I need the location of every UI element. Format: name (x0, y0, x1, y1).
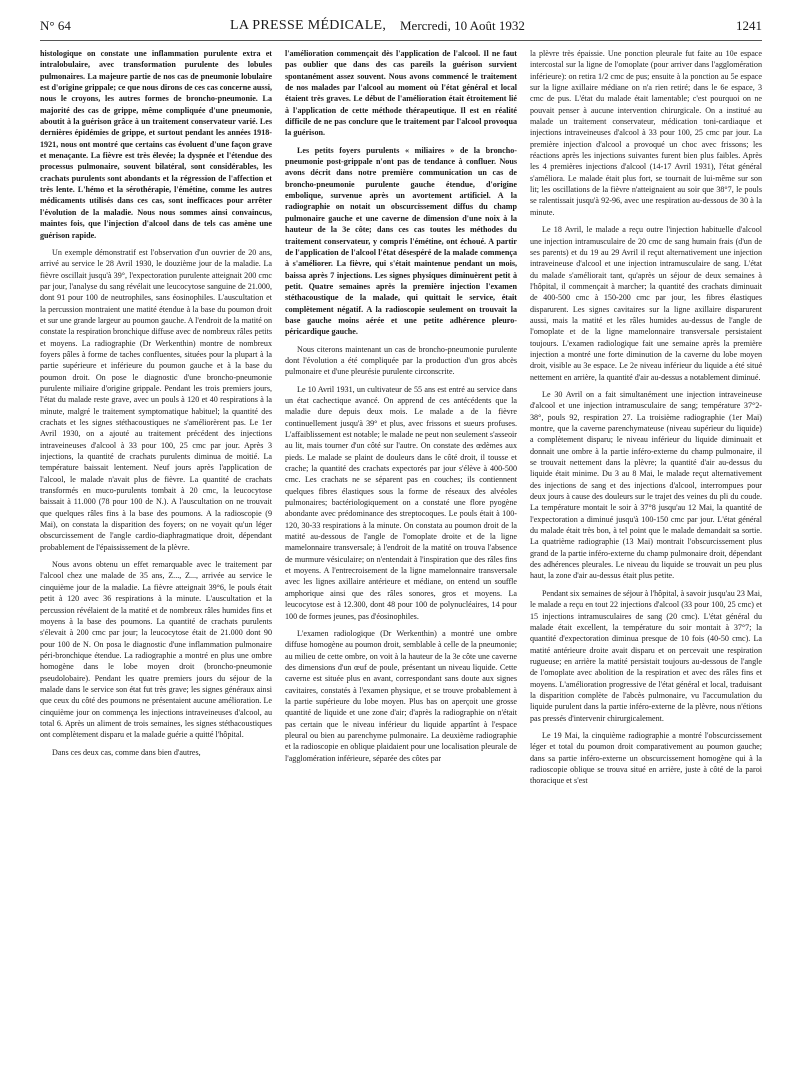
header-rule (40, 40, 762, 41)
column-1-paragraph: Dans ces deux cas, comme dans bien d'autres, (52, 747, 201, 757)
column-2-paragraph: l'amélioration commençait dès l'application de l'alcool. Il ne faut pas oublier que dans des cas pareils la guérison survient spontanément assez souvent. Nous avons commencé le traitement de nos malades par l'alcool au moment où l'état général et local étaient très graves. Le début de l'amélioration était étroitement lié à l'application de cette méthode thérapeutique. Il est en réalité difficile de ne pas conclure que le traitement par l'alcool provoqua la guérison. (285, 49, 517, 138)
column-2-paragraph: L'examen radiologique (Dr Werkenthin) a montré une ombre diffuse homogène au poumon droit, semblable à celle de la pneumonie; au milieu de cette ombre, on voit à la hauteur de la 3e côte une caverne des dimensions d'un œuf de poule, présentant un niveau liquide. Cette caverne est située plus en avant, correspondant sans doute aux signes cavitaires, constatés à l'examen physique, et se trouve probablement à la partie supérieure du lobe moyen. Plus bas on aperçoit une grosse quantité de liquide et une zone d'air; d'après la radiographie on n'était pas certain que le niveau inférieur du liquide appartînt à l'espace pleural ou bien au parenchyme pulmonaire. La deuxième radiographie et la radioscopie en oblique plaidaient pour une localisation pleurale de l'agglomération inférieure, séparée des côtes par (285, 628, 517, 763)
column-1-paragraph: histologique on constate une inflammation purulente extra et intralobulaire, avec transformation purulente des lobules pulmonaires. La majeure partie de nos cas de pneumonie lobulaire est d'origine grippale; ce que nous dirons de ces cas concerne aussi, nous le croyons, les autres formes de broncho-pneumonie. La majorité des cas de grippe, même compliquée d'une pneumonie, aboutit à la guérison grâce à un traitement conservateur varié. Les dernières épidémies de grippe, et surtout pendant les années 1918-1921, nous ont montré que certains cas évoluent d'une façon grave et menaçante. La fièvre est très élevée; la dyspnée et l'étendue des processus pulmonaire, souvent bilatéral, sont considérables, les crachats purulents sont abondants et la régression de l'affection et très lente. L'hémo et la sérothérapie, l'émétine, comme les autres médicaments utilisés dans ces cas, sont inefficaces pour arrêter l'évolution de la maladie. Nous nous sommes ainsi convaincus, maintes fois, que l'injection d'alcool dans de tels cas amène une guérison rapide. (40, 49, 272, 240)
column-3-paragraph: Le 18 Avril, le malade a reçu outre l'injection habituelle d'alcool une injection intramusculaire de 20 cmc de sang humain frais (d'un de ses parents) et du 19 au 29 Avril il reçut alternativement une injection intraveineuse d'alcool et une injection intramusculaire de sang. L'état du malade s'améliorait tant, qu'après un séjour de deux semaines à l'hôpital, il commençait à marcher; la quantité des crachats diminuait de 400-500 cmc à 150-200 cmc par jour, les fibres élastiques disparurent. Les signes cavitaires sur la ligne axillaire disparurent aussi, mais la matité et les râles humides au-dessus de l'angle de l'omoplate et de la ligne mamelonnaire transversale persistaient toujours. L'examen radiologique fait une semaine après la première injection a montré une forte diminution de la caverne du lobe moyen droit, visible au 3e espace. Le 2e niveau inférieur du liquide a été situé nettement en arrière, la quantité d'air au-dessus a notablement diminué. (530, 225, 762, 382)
column-2-paragraph: Le 10 Avril 1931, un cultivateur de 55 ans est entré au service dans un état cachectique avancé. On apprend de ces antécédents que la maladie dure depuis deux mois. Le malade a de la fièvre continuellement jusqu'à 39° et plus, avec frissons et sueurs profuses. L'affaiblissement est notable; le malade ne peut non seulement s'asseoir au lit, mais tourner d'un côté sur l'autre. On constate des œdèmes aux pieds. Le malade se plaint de douleurs dans le côté droit, il tousse et crache; la quantité des crachats expectorés par jour s'élève à 400-500 cmc. Les crachats ne se séparent pas en couches; ils contiennent quelques fibres élastiques sous la forme de réseaux des alvéoles pulmonaires; bactériologiquement on a constaté une flore pyogène abondante avec prédominance des streptocoques. Le pouls était à 100-120, 30-33 respirations à la minute. On constata au poumon droit de la matité au-dessous de l'angle de l'omoplate droite et de la ligne mamelonnaire transversale; à l'endroit de la matité on trouva l'absence de murmure vésiculaire; on n'entendait à l'inspiration que des râles fins et moyens. A l'entrecroisement de la ligne mamelonnaire transversale avec les lignes axillaire antérieure et médiane, on entend un souffle amphorique ainsi que des râles sonores, gros et moyens. La leucocytose est à 12.300, dont 48 pour 100 de polynucléaires, 14 pour 100 de formes jeunes, pas d'éosinophiles. (285, 384, 517, 621)
column-3-paragraph: Le 19 Mai, la cinquième radiographie a montré l'obscurcissement léger et total du poumon droit comparativement au poumon gauche; dans sa partie inféro-externe un obscurcissement homogène qui à la radioscopie oblique se trouva situé en arrière, juste à côté de la paroi thoracique et s'est (530, 730, 762, 786)
journal-title: LA PRESSE MÉDICALE, (230, 18, 387, 33)
issue-date: Mercredi, 10 Août 1932 (400, 18, 525, 33)
column-1-paragraph: Nous avons obtenu un effet remarquable avec le traitement par l'alcool chez une malade de 35 ans, Z..., Z..., arrivée au service le cinquième jour de la maladie. La fièvre atteignait 39°6, le pouls était petit à 120 avec 36 respirations à la minute. L'auscultation et la percussion révélaient de la matité et de nombreux râles humides fins et moyens à la base des poumons. La quantité de crachats purulents s'élevait à 200 cmc par jour; la leucocytose était de 21.000 dont 90 pour 100 de N. On posa le diagnostic d'une inflammation pulmonaire péri-bronchique étendue. La radiographie a montré en plus une ombre homogène dans le lobe moyen droit (broncho-pneumonie pseudolobaire). Pendant les quatre premiers jours du séjour de la malade dans le service son état fut très grave; les signes généraux ainsi que ceux du côté des poumons ne présentaient aucune amélioration. Le cinquième jour on commença les injections intraveineuses d'alcool, au total 6. Après un aliment de trois semaines, les signes stéthacoustiques ont complètement disparu et la malade guérie a quitté l'hôpital. (40, 560, 272, 740)
column-1-paragraph: Un exemple démonstratif est l'observation d'un ouvrier de 20 ans, arrivé au service le 28 Avril 1930, le douzième jour de la maladie. La fièvre oscillait jusqu'à 39°, l'expectoration purulente atteignait 200 cmc par jour, l'analyse du sang révélait une leucocytose sanguine de 21.000, dont 91 pour 100 de neutrophiles, sans éosinophiles. L'auscultation et la percussion montraient une matité étendue à la base du poumon droit et sur une grande largeur au poumon gauche. A l'endroit de la matité on constate la respiration bronchique diffuse avec de nombreux râles petits et moyens. La radiographie (Dr Werkenthin) montre de nombreux foyers pâles à forme de taches confluentes, situées pour la plupart à la partie supérieure et inférieure du poumon gauche et à la base du poumon droit. On pose le diagnostic d'une broncho-pneumonie purulente miliaire d'origine grippale. Pendant les trois premiers jours, l'état du malade reste grave, avec un pouls à 120 et 40 respirations à la minute, malgré le traitement symptomatique habituel; la quantité des crachats et les signes stéthacoustiques ne s'améliorèrent pas. Le 1er Avril 1930, on a ajouté au traitement précédent des injections intraveineuses d'alcool à 33 pour 100, 25 cmc par jour. Après 3 injections, la quantité de crachats purulents diminua de moitié. La température baissait lentement. Neuf jours après l'application de l'alcool, le malade n'avait plus de fièvre. La quantité de crachats transformés en muco-purulents tombait à 20 cmc, la leucocytose baissait à 11.000 (78 pour 100 de N.). A l'auscultation on ne trouvait que quelques râles fins à la base des poumons. A la radioscopie (9 Mai), on constata la disparition des foyers; on ne voyait qu'un léger obscurcissement de l'angle cardio-diaphragmatique droit, dépendant probablement de l'épaississement de la plèvre. (40, 247, 272, 552)
column-1 (40, 48, 272, 1070)
column-3 (530, 48, 762, 1070)
column-3-paragraph: Pendant six semaines de séjour à l'hôpital, à savoir jusqu'au 23 Mai, le malade a reçu en tout 22 injections d'alcool (33 pour 100, 25 cmc) et 15 injections intramusculaires de sang (20 cmc). L'état général du malade était excellent, la température du soir montait à 37°7; la quantité d'expectoration diminua presque de 10 fois (40-50 cmc). La matité antérieure droite avait disparu et on percevait une respiration rugueuse; en arrière la matité persistait toujours au-dessous de l'angle de l'omoplate avec abolition de la respiration et avec des râles fins et moyens. L'amélioration progressive de l'état général et local, traduisant la disparition complète de l'abcès pulmonaire, vu l'accumulation du liquide purulent dans la partie inféro-externe de la plèvre, nous n'étions pas pressés d'intervenir chirurgicalement. (530, 588, 762, 723)
article-columns (40, 48, 762, 1070)
page-number: 1241 (736, 18, 762, 33)
column-2 (285, 48, 517, 1070)
column-3-paragraph: la plèvre très épaissie. Une ponction pleurale fut faite au 10e espace intercostal sur la ligne de l'omoplate (pour arriver dans l'agglomération inférieure): on retira 1/2 cmc de pus; ensuite à la ponction au 5e espace sur la ligne axillaire médiane on n'a rien retiré; dans le 6e espace, 3 cmc de pus. L'état du malade était lamentable; c'est pourquoi on ne pouvait penser à aucune intervention chirurgicale. On a institué au malade un traitement conservateur, médication toni-cardiaque et injections intraveineuses d'alcool à 33 pour 100, 25 cmc par jour. La première injection d'alcool a provoqué un choc avec frissons; les réactions après les injections suivantes furent bien plus faibles. Après les 4 premières injections d'alcool (14-17 Avril 1931), l'état général s'améliora. Le malade était plus fort, se tournait de lui-même sur son lit; les oscillations de la fièvre n'atteignaient au soir que 38°7, le pouls se ralentissait jusqu'à 92-96, avec une respiration au-dessous de 30 à la minute. (530, 49, 762, 217)
column-2-paragraph: Les petits foyers purulents « miliaires » de la broncho-pneumonie post-grippale n'ont pas de tendance à confluer. Nous avons décrit dans notre première communication un cas de broncho-pneumonie purulente gauche étendue, d'origine embolique, survenue après un avortement artificiel. A la radiographie on notait un obscurcissement diffus du champ pulmonaire gauche et une caverne de dimension d'une noix à la hauteur de la 3e côte; dans ces cas toutes les méthodes du traitement conservateur, y compris l'émétine, ont échoué. A partir de l'application de l'alcool l'état désespéré de la malade commença à s'améliorer. La fièvre, qui s'était maintenue pendant un mois, baissa après 7 injections. Les signes physiques diminuèrent petit à petit. Quatre semaines après la première injection l'examen stéthacoustique de la malade, qui quittait le service, était complètement négatif. A la radioscopie seulement on trouvait la base gauche moins aérée et une petite adhérence pleuro-péricardique gauche. (285, 145, 517, 337)
column-3-paragraph: Le 30 Avril on a fait simultanément une injection intraveineuse d'alcool et une injection intramusculaire de sang; température 37°2-38°, pouls 92, respiration 27. La troisième radiographie (1er Mai) montre, que la caverne parenchymateuse (niveau supérieur du liquide) a complètement disparu; le niveau inférieur du liquide diminuait et donnait une ombre à la partie inféro-externe du champ pulmonaire, il se trouvait nettement dans la plèvre; la quantité d'air au-dessus du liquide était minime. Du 3 au 8 Mai, le malade reçut alternativement des injections de sang et des injections d'alcool, interrompues pour deux jours à cause des douleurs sur le trajet des veines du pli du coude. La température montait le soir à 37°8 jusqu'au 12 Mai, la quantité de l'expectoration a diminué jusqu'à 100-150 cmc par jour. L'état général du malade était très bon, à tel point que le malade demandait sa sortie. La quatrième radiographie (13 Mai) montrait l'obscurcissement plus grand de la partie inféro-externe du champ pulmonaire droit, dépendant des adhérences pleurales. Le niveau du liquide se trouvait un peu plus haut, la zone d'air au-dessus était plus petite. (530, 389, 762, 581)
column-2-paragraph: Nous citerons maintenant un cas de broncho-pneumonie purulente dont l'évolution a été compliquée par la production d'un gros abcès pulmonaire et d'une pleurésie purulente circonscrite. (285, 344, 517, 377)
page-header (40, 18, 762, 36)
issue-number: N° 64 (40, 18, 71, 33)
